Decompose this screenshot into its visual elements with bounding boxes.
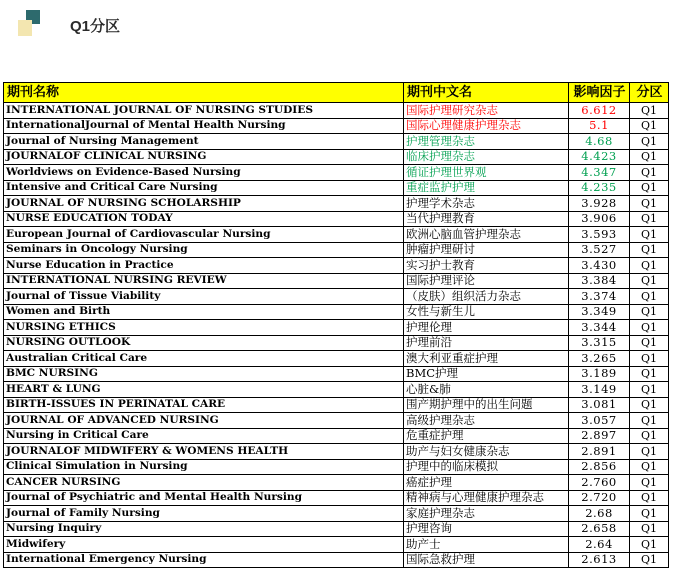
table-row [4, 103, 669, 119]
journal-name-cell: Women and Birth [4, 304, 404, 320]
impact-factor-cell: 3.265 [569, 351, 630, 367]
table-row [4, 413, 669, 429]
impact-factor-cell: 3.081 [569, 397, 630, 413]
quartile-cell: Q1 [630, 475, 669, 491]
journal-name-cell: JOURNAL OF NURSING SCHOLARSHIP [4, 196, 404, 212]
impact-factor-cell: 3.430 [569, 258, 630, 274]
table-row [4, 211, 669, 227]
journal-name-cell: NURSING OUTLOOK [4, 335, 404, 351]
impact-factor-cell: 2.68 [569, 506, 630, 522]
impact-factor-cell: 6.612 [569, 103, 630, 119]
table-row [4, 289, 669, 305]
journal-name-cell: Nurse Education in Practice [4, 258, 404, 274]
table-body [4, 103, 669, 568]
impact-factor-cell: 5.1 [569, 118, 630, 134]
chinese-name-cell: 助产士 [404, 537, 569, 553]
impact-factor-cell: 3.349 [569, 304, 630, 320]
table-row [4, 258, 669, 274]
impact-factor-cell: 2.720 [569, 490, 630, 506]
table-row [4, 490, 669, 506]
journal-name-cell: European Journal of Cardiovascular Nursing [4, 227, 404, 243]
table-row [4, 506, 669, 522]
journal-table [3, 82, 669, 568]
journal-name-cell: Midwifery [4, 537, 404, 553]
header-chinese-name: 期刊中文名 [404, 83, 569, 103]
journal-name-cell: BIRTH-ISSUES IN PERINATAL CARE [4, 397, 404, 413]
table-row [4, 165, 669, 181]
chinese-name-cell: 助产与妇女健康杂志 [404, 444, 569, 460]
impact-factor-cell: 3.315 [569, 335, 630, 351]
table-row [4, 273, 669, 289]
chinese-name-cell: 国际护理评论 [404, 273, 569, 289]
chinese-name-cell: 护理学术杂志 [404, 196, 569, 212]
quartile-cell: Q1 [630, 537, 669, 553]
impact-factor-cell: 2.897 [569, 428, 630, 444]
journal-name-cell: CANCER NURSING [4, 475, 404, 491]
quartile-cell: Q1 [630, 552, 669, 568]
impact-factor-cell: 3.527 [569, 242, 630, 258]
journal-name-cell: Nursing in Critical Care [4, 428, 404, 444]
chinese-name-cell: 高级护理杂志 [404, 413, 569, 429]
quartile-cell: Q1 [630, 103, 669, 119]
table-row [4, 459, 669, 475]
chinese-name-cell: 当代护理教育 [404, 211, 569, 227]
chinese-name-cell: 循证护理世界观 [404, 165, 569, 181]
journal-name-cell: JOURNAL OF ADVANCED NURSING [4, 413, 404, 429]
impact-factor-cell: 3.189 [569, 366, 630, 382]
quartile-cell: Q1 [630, 273, 669, 289]
table-header-row [4, 83, 669, 103]
quartile-cell: Q1 [630, 180, 669, 196]
chinese-name-cell: 护理管理杂志 [404, 134, 569, 150]
impact-factor-cell: 3.906 [569, 211, 630, 227]
journal-name-cell: BMC NURSING [4, 366, 404, 382]
quartile-cell: Q1 [630, 118, 669, 134]
table-row [4, 366, 669, 382]
table-row [4, 304, 669, 320]
impact-factor-cell: 3.593 [569, 227, 630, 243]
quartile-cell: Q1 [630, 196, 669, 212]
quartile-cell: Q1 [630, 413, 669, 429]
chinese-name-cell: 国际护理研究杂志 [404, 103, 569, 119]
quartile-cell: Q1 [630, 258, 669, 274]
impact-factor-cell: 4.68 [569, 134, 630, 150]
table-row [4, 537, 669, 553]
journal-name-cell: INTERNATIONAL NURSING REVIEW [4, 273, 404, 289]
quartile-cell: Q1 [630, 335, 669, 351]
chinese-name-cell: 护理咨询 [404, 521, 569, 537]
chinese-name-cell: 肿瘤护理研讨 [404, 242, 569, 258]
chinese-name-cell: 临床护理杂志 [404, 149, 569, 165]
quartile-cell: Q1 [630, 382, 669, 398]
chinese-name-cell: 国际心理健康护理杂志 [404, 118, 569, 134]
chinese-name-cell: 欧洲心脑血管护理杂志 [404, 227, 569, 243]
table-row [4, 320, 669, 336]
impact-factor-cell: 3.928 [569, 196, 630, 212]
table-row [4, 475, 669, 491]
impact-factor-cell: 2.64 [569, 537, 630, 553]
chinese-name-cell: 护理伦理 [404, 320, 569, 336]
chinese-name-cell: 澳大利亚重症护理 [404, 351, 569, 367]
chinese-name-cell: 护理前沿 [404, 335, 569, 351]
quartile-cell: Q1 [630, 521, 669, 537]
logo-light-square [18, 20, 32, 36]
table-row [4, 521, 669, 537]
chinese-name-cell: 重症监护护理 [404, 180, 569, 196]
chinese-name-cell: 国际急救护理 [404, 552, 569, 568]
journal-name-cell: Journal of Nursing Management [4, 134, 404, 150]
header-journal-name: 期刊名称 [4, 83, 404, 103]
quartile-cell: Q1 [630, 490, 669, 506]
quartile-cell: Q1 [630, 351, 669, 367]
table-row [4, 134, 669, 150]
table-row [4, 227, 669, 243]
journal-name-cell: INTERNATIONAL JOURNAL OF NURSING STUDIES [4, 103, 404, 119]
journal-name-cell: Worldviews on Evidence-Based Nursing [4, 165, 404, 181]
table-row [4, 335, 669, 351]
journal-name-cell: Seminars in Oncology Nursing [4, 242, 404, 258]
journal-name-cell: International Emergency Nursing [4, 552, 404, 568]
chinese-name-cell: BMC护理 [404, 366, 569, 382]
impact-factor-cell: 4.347 [569, 165, 630, 181]
table-row [4, 351, 669, 367]
impact-factor-cell: 2.856 [569, 459, 630, 475]
impact-factor-cell: 3.384 [569, 273, 630, 289]
quartile-cell: Q1 [630, 444, 669, 460]
quartile-cell: Q1 [630, 428, 669, 444]
header-quartile: 分区 [630, 83, 669, 103]
table-row [4, 397, 669, 413]
journal-name-cell: JOURNALOF CLINICAL NURSING [4, 149, 404, 165]
table-row [4, 118, 669, 134]
table-row [4, 242, 669, 258]
quartile-cell: Q1 [630, 304, 669, 320]
impact-factor-cell: 2.658 [569, 521, 630, 537]
table-row [4, 444, 669, 460]
journal-name-cell: InternationalJournal of Mental Health Nursing [4, 118, 404, 134]
impact-factor-cell: 4.423 [569, 149, 630, 165]
chinese-name-cell: 围产期护理中的出生问题 [404, 397, 569, 413]
impact-factor-cell: 3.374 [569, 289, 630, 305]
section-title: Q1分区 [70, 18, 121, 35]
journal-name-cell: Journal of Tissue Viability [4, 289, 404, 305]
quartile-cell: Q1 [630, 459, 669, 475]
journal-name-cell: Journal of Family Nursing [4, 506, 404, 522]
quartile-cell: Q1 [630, 149, 669, 165]
chinese-name-cell: 女性与新生儿 [404, 304, 569, 320]
quartile-cell: Q1 [630, 320, 669, 336]
chinese-name-cell: 实习护士教育 [404, 258, 569, 274]
table-row [4, 180, 669, 196]
table-row [4, 149, 669, 165]
journal-name-cell: Nursing Inquiry [4, 521, 404, 537]
journal-name-cell: JOURNALOF MIDWIFERY & WOMENS HEALTH [4, 444, 404, 460]
table-row [4, 382, 669, 398]
quartile-cell: Q1 [630, 165, 669, 181]
impact-factor-cell: 2.891 [569, 444, 630, 460]
impact-factor-cell: 2.760 [569, 475, 630, 491]
chinese-name-cell: 癌症护理 [404, 475, 569, 491]
chinese-name-cell: 精神病与心理健康护理杂志 [404, 490, 569, 506]
quartile-cell: Q1 [630, 227, 669, 243]
journal-name-cell: Journal of Psychiatric and Mental Health Nursing [4, 490, 404, 506]
table-row [4, 552, 669, 568]
quartile-cell: Q1 [630, 134, 669, 150]
chinese-name-cell: （皮肤）组织活力杂志 [404, 289, 569, 305]
journal-name-cell: HEART & LUNG [4, 382, 404, 398]
impact-factor-cell: 3.057 [569, 413, 630, 429]
chinese-name-cell: 危重症护理 [404, 428, 569, 444]
table-row [4, 428, 669, 444]
journal-name-cell: NURSE EDUCATION TODAY [4, 211, 404, 227]
chinese-name-cell: 心脏&肺 [404, 382, 569, 398]
chinese-name-cell: 护理中的临床模拟 [404, 459, 569, 475]
header-impact-factor: 影响因子 [569, 83, 630, 103]
quartile-cell: Q1 [630, 506, 669, 522]
journal-name-cell: Intensive and Critical Care Nursing [4, 180, 404, 196]
quartile-cell: Q1 [630, 242, 669, 258]
quartile-cell: Q1 [630, 366, 669, 382]
impact-factor-cell: 2.613 [569, 552, 630, 568]
quartile-cell: Q1 [630, 211, 669, 227]
impact-factor-cell: 4.235 [569, 180, 630, 196]
chinese-name-cell: 家庭护理杂志 [404, 506, 569, 522]
quartile-cell: Q1 [630, 289, 669, 305]
table-row [4, 196, 669, 212]
impact-factor-cell: 3.344 [569, 320, 630, 336]
journal-name-cell: Australian Critical Care [4, 351, 404, 367]
journal-name-cell: Clinical Simulation in Nursing [4, 459, 404, 475]
quartile-cell: Q1 [630, 397, 669, 413]
journal-name-cell: NURSING ETHICS [4, 320, 404, 336]
section-logo-icon [18, 10, 40, 36]
impact-factor-cell: 3.149 [569, 382, 630, 398]
